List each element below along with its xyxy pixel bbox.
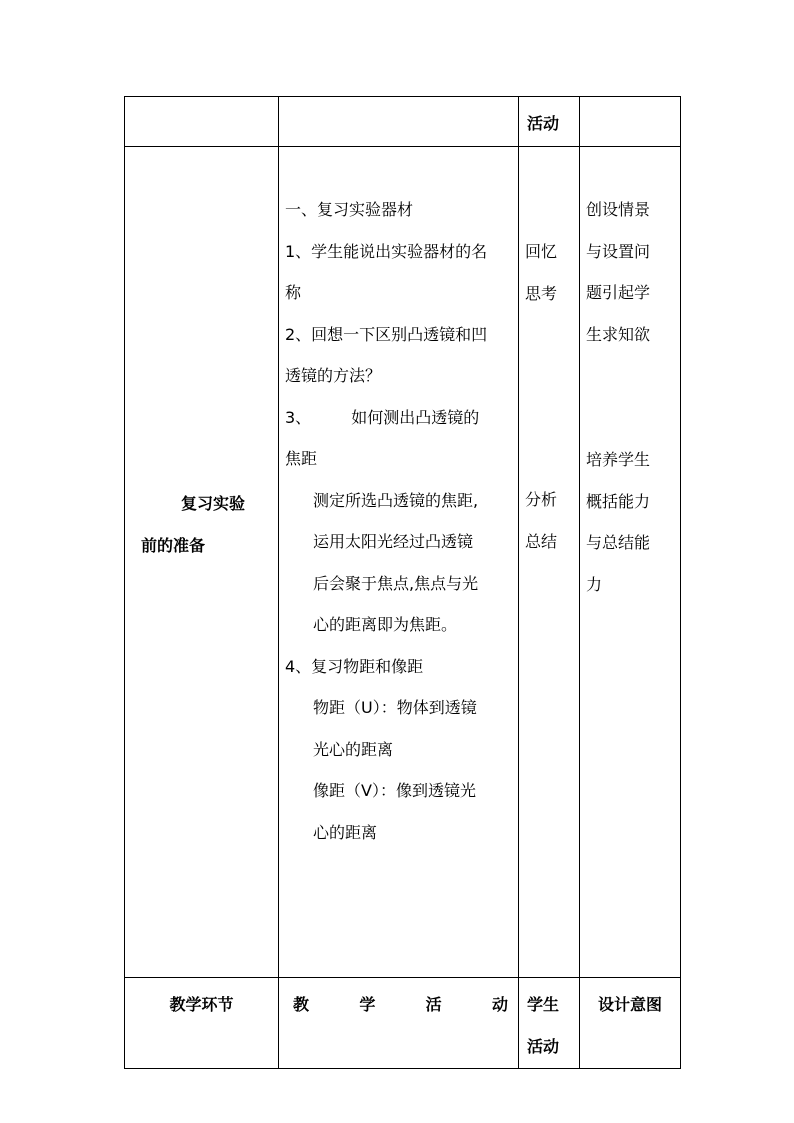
intent-line: 培养学生 [586, 450, 651, 469]
intent-line: 生求知欲 [586, 324, 651, 344]
teaching-stage-cell [125, 147, 279, 978]
content-line: 像距（V）：像到透镜光 [313, 781, 476, 800]
header-design-intent: 设计意图 [580, 978, 681, 1069]
activity-line: 分析 [525, 490, 558, 509]
table-row [125, 978, 681, 1069]
table-cell-empty [125, 97, 279, 147]
design-intent-cell [580, 147, 681, 978]
table-cell-empty [580, 97, 681, 147]
activity-line: 回忆 [525, 242, 558, 261]
activity-line: 思考 [525, 283, 558, 303]
table-row [125, 97, 681, 147]
stage-line: 复习实验 [181, 494, 246, 513]
table-cell-empty [279, 97, 519, 147]
spaced-header: 教 学 活 动 [293, 995, 508, 1014]
content-line: 运用太阳光经过凸透镜 [313, 532, 474, 551]
content-line: 心的距离 [313, 822, 378, 842]
table-row [125, 147, 681, 978]
intent-line: 与总结能 [586, 533, 651, 552]
content-line: 2、回想一下区别凸透镜和凹 [285, 324, 488, 344]
lesson-plan-table [124, 96, 681, 1069]
content-line: 4、复习物距和像距 [285, 656, 424, 676]
header-teaching-stage: 教学环节 [125, 978, 279, 1069]
content-line: 光心的距离 [313, 739, 394, 759]
student-activity-header-continued [519, 97, 580, 147]
section-title: 一、复习实验器材 [285, 200, 414, 219]
activity-line: 总结 [525, 531, 558, 551]
student-activity-cell [519, 147, 580, 978]
header-teaching-activity [279, 978, 519, 1069]
item-text: 如何测出凸透镜的 [351, 407, 480, 427]
content-line: 心的距离即为焦距。 [313, 615, 458, 634]
header-text: 活动 [527, 114, 560, 133]
intent-line: 力 [586, 574, 603, 594]
content-line: 称 [285, 283, 302, 302]
intent-line: 创设情景 [586, 200, 651, 219]
teaching-activity-cell [279, 147, 519, 978]
intent-line: 与设置问 [586, 241, 651, 261]
content-line: 物距（U）：物体到透镜 [313, 698, 477, 717]
intent-line: 题引起学 [586, 283, 651, 302]
content-line: 焦距 [285, 449, 318, 468]
item-number: 3、 [285, 407, 312, 427]
content-line: 测定所选凸透镜的焦距, [313, 490, 479, 510]
stage-line: 前的准备 [141, 535, 206, 555]
content-line: 1、学生能说出实验器材的名 [285, 241, 488, 261]
content-line: 后会聚于焦点,焦点与光 [313, 573, 479, 593]
content-line: 透镜的方法？ [285, 366, 382, 385]
header-student-activity: 学生 活动 [519, 978, 580, 1069]
intent-line: 概括能力 [586, 491, 651, 511]
content-line [285, 397, 514, 439]
